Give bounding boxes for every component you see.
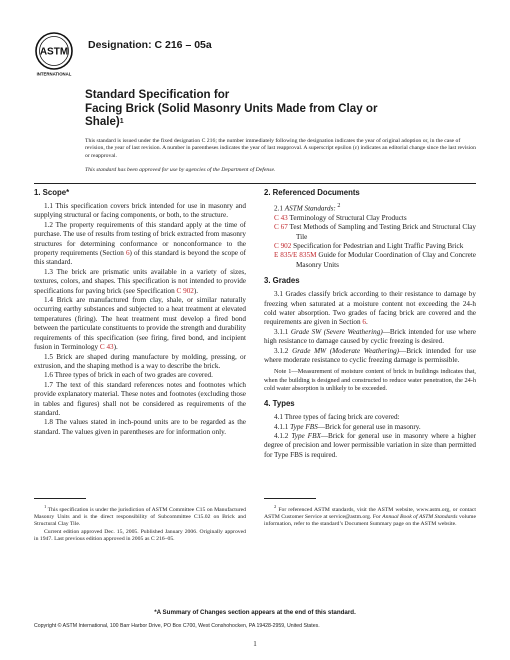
issuance-note: This standard is issued under the fixed designation C 216; the number immediately following the designation indicates the year of original adoption or, in the case of revision, the year of last revision. A number in parentheses indicates the year of last reapproval. A superscript epsilon (ε) indicates an editorial change since the last revision or reapproval. — [85, 138, 476, 159]
left-column — [34, 188, 246, 437]
page-number: 1 — [253, 640, 257, 648]
footnote-1-line-2: Current edition approved Dec. 15, 2005. Published January 2006. Originally approved in 1947. Last previous edition approved in 2005 as C 216–05. — [34, 528, 246, 543]
section-heading-grades: 3. Grades — [264, 276, 300, 286]
reference-link[interactable]: C 902 — [274, 242, 292, 251]
header-divider — [34, 183, 476, 184]
note-1: Note 1—Measurement of moisture content of brick in buildings indicates that, when the building is designed and constructed to reduce water penetration, the 24-h cold water absorption is unlikely to be exceeded. — [264, 368, 476, 392]
paragraph-1-7: 1.7 The text of this standard references notes and footnotes which provide explanatory material. These notes and footnotes (excluding those in tables and figures) shall not be considered as requirements of the standard. — [34, 380, 246, 417]
paragraph-1-8: 1.8 The values stated in inch-pound units are to be regarded as the standard. The values given in parentheses are for information only. — [34, 418, 246, 436]
right-column — [264, 188, 476, 460]
paragraph-1-1: 1.1 This specification covers brick intended for use in masonry and supplying structural or facing components, or both, to the structure. — [34, 202, 246, 220]
paragraph-1-6: 1.6 Three types of brick in each of two grades are covered. — [44, 371, 213, 380]
standard-title — [85, 88, 415, 129]
section-heading-types: 4. Types — [264, 399, 295, 409]
title-line-2: Facing Brick (Solid Masonry Units Made from Clay or — [85, 101, 378, 115]
reference-item: E 835/E 835M Guide for Modular Coordination of Clay and Concrete Masonry Units — [274, 251, 476, 269]
paragraph-3-1: 3.1 Grades classify brick according to their resistance to damage by freezing when saturated at a moisture content not exceeding the 24-h cold water absorption. Two grades of facing brick are covered and the requirements are given in Section 6. — [264, 290, 476, 327]
footnote-divider — [264, 498, 316, 499]
title-line-1: Standard Specification for — [85, 88, 230, 101]
paragraph-1-2: 1.2 The property requirements of this standard apply at the time of purchase. The use of results from testing of brick extracted from masonry structures for determining conformance or nonconformance to the property requirements (Section 6) of this standard is beyond the scope of this standard. — [34, 220, 247, 267]
paragraph-2-1: 2.1 ASTM Standards: $^2$ — [274, 203, 341, 213]
footnote-1 — [34, 503, 246, 543]
astm-logo-icon — [34, 31, 78, 77]
link-c43[interactable]: C 43 — [99, 343, 114, 352]
title-footnote-mark: 1 — [119, 118, 124, 126]
link-section-6[interactable]: 6 — [125, 249, 130, 258]
paragraph-1-4: 1.4 Brick are manufactured from clay, shale, or similar naturally occurring earthy substances and subjected to a heat treatment at elevated temperatures (firing). The heat treatment must develop a fired bond between the particulate constituents to provide the strength and durability requirements of this specification (see firing, fired bond, and incipient fusion in Terminology C 43). — [34, 296, 246, 352]
footnote-2 — [264, 503, 476, 529]
link-section-6[interactable]: 6 — [362, 318, 366, 327]
reference-item: C 902 Specification for Pedestrian and Light Traffic Paving Brick — [274, 242, 464, 251]
summary-of-changes-note: *A Summary of Changes section appears at the end of this standard. — [154, 609, 356, 616]
section-heading-referenced-documents: 2. Referenced Documents — [264, 188, 360, 197]
footnote-divider — [34, 498, 86, 499]
reference-link[interactable]: E 835/E 835M — [274, 251, 317, 260]
title-line-3: Shale)$^1$ — [85, 115, 124, 129]
footnote-1-line-1: $^1$ This specification is under the jurisdiction of ASTM Committee C15 on Manufactured Masonry Units and is the direct responsibility of Subcommittee C15.02 on Brick and Structural Clay Tile. — [34, 504, 246, 528]
svg-text:INTERNATIONAL: INTERNATIONAL — [36, 71, 72, 77]
paragraph-3-1-1: 3.1.1 Grade SW (Severe Weathering)—Brick intended for use where high resistance to damage caused by cyclic freezing is desired. — [264, 327, 476, 346]
footnote-2-text: $^2$ For referenced ASTM standards, visit the ASTM website, www.astm.org, or contact ASTM Customer Service at service@astm.org. For Annual Book of ASTM Standards volume information, refer to the standard’s Document Summary page on the ASTM website. — [264, 504, 477, 528]
paragraph-4-1: 4.1 Three types of facing brick are covered: — [274, 413, 400, 422]
link-c902[interactable]: C 902 — [176, 286, 194, 295]
paragraph-1-3: 1.3 The brick are prismatic units available in a variety of sizes, textures, colors, and shapes. This specification is not intended to provide specifications for paving brick (see Specification C 902). — [34, 267, 246, 295]
copyright-line: Copyright © ASTM International, 100 Barr Harbor Drive, PO Box C700, West Conshohocken, PA 19428-2959, United States. — [34, 623, 320, 629]
paragraph-4-1-1: 4.1.1 Type FBS—Brick for general use in masonry. — [274, 422, 421, 431]
reference-link[interactable]: C 43 — [274, 213, 288, 222]
paragraph-3-1-2: 3.1.2 Grade MW (Moderate Weathering)—Brick intended for use where moderate resistance to cyclic freezing damage is permissible. — [264, 346, 476, 365]
svg-text:ASTM: ASTM — [39, 46, 69, 58]
reference-item: C 67 Test Methods of Sampling and Testing Brick and Structural Clay Tile — [274, 223, 477, 241]
reference-link[interactable]: C 67 — [274, 223, 288, 232]
dod-approval-note: This standard has been approved for use by agencies of the Department of Defense. — [85, 167, 276, 173]
section-heading-scope: 1. Scope* — [34, 188, 70, 197]
reference-item: C 43 Terminology of Structural Clay Products — [274, 213, 407, 222]
paragraph-4-1-2: 4.1.2 Type FBX—Brick for general use in masonry where a higher degree of precision and lower permissible variation in size than permitted for Type FBS is required. — [264, 431, 477, 459]
paragraph-1-5: 1.5 Brick are shaped during manufacture by molding, pressing, or extrusion, and the shaping method is a way to describe the brick. — [34, 352, 246, 370]
designation: Designation: C 216 – 05a — [88, 39, 212, 51]
